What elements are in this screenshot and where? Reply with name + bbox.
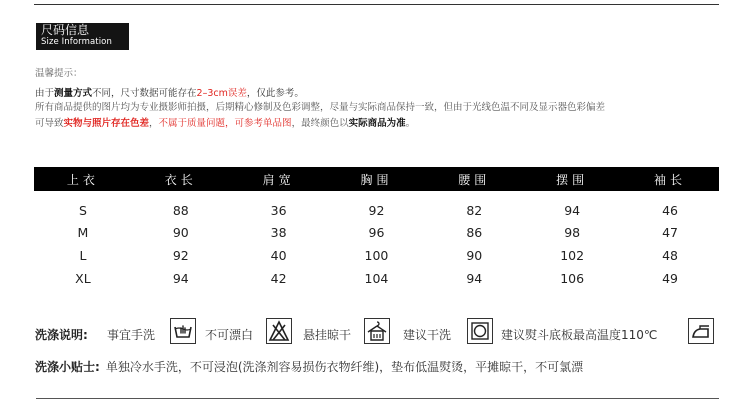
table-cell: 40 <box>270 248 287 263</box>
care-item-text: 建议干洗 <box>403 328 452 342</box>
table-cell: 36 <box>270 202 287 218</box>
care-item-text: 事宜手洗 <box>107 328 156 342</box>
notice-line-2: 所有商品提供的图片均为专业摄影师拍摄，后期精心修制及色彩调整，尽量与实际商品保持一致，但由于光线色温不同及显示器色彩偏差 <box>35 102 606 113</box>
table-cell: 92 <box>368 202 385 218</box>
care-item-text: 悬挂晾干 <box>303 328 352 342</box>
table-cell: S <box>78 202 87 218</box>
table-cell: 90 <box>172 225 189 240</box>
iron-icon <box>688 318 714 344</box>
top-divider <box>34 4 719 5</box>
tips-text: 单独冷水手洗，不可浸泡(洗涤剂容易损伤衣物纤维)，垫布低温熨烫，平摊晾干，不可氯漂 <box>105 360 584 374</box>
table-cell: 86 <box>466 225 483 240</box>
table-cell: 98 <box>564 225 581 240</box>
table-cell: 48 <box>662 248 678 263</box>
table-cell: 82 <box>466 202 483 218</box>
section-title <box>36 23 129 50</box>
table-cell: 94 <box>466 271 483 286</box>
header-cell: 衣长 <box>132 167 230 191</box>
table-row <box>34 221 719 244</box>
header-cell: 胸围 <box>328 167 426 191</box>
table-cell: 94 <box>564 202 581 218</box>
line-dry-icon <box>364 318 390 344</box>
hand-wash-icon <box>170 318 196 344</box>
care-item-text: 不可漂白 <box>205 328 254 342</box>
table-cell: 38 <box>270 225 287 240</box>
table-cell: 96 <box>368 225 385 240</box>
table-cell: 42 <box>270 271 287 286</box>
table-cell: 106 <box>560 271 585 286</box>
table-cell: 88 <box>172 202 189 218</box>
table-cell: M <box>77 225 89 240</box>
section-title-cn: 尺码信息 <box>41 23 90 37</box>
table-cell: 47 <box>662 225 678 240</box>
tips-label: 洗涤小贴士: <box>35 360 100 374</box>
notice-label: 温馨提示： <box>35 68 83 79</box>
care-instructions <box>35 316 725 346</box>
header-cell: 袖长 <box>621 167 719 191</box>
header-cell: 肩宽 <box>230 167 328 191</box>
size-table <box>34 167 719 290</box>
size-table-header <box>34 167 719 191</box>
header-cell: 腰围 <box>425 167 523 191</box>
notice-line-3: 可导致实物与照片存在色差，不属于质量问题，可参考单品图，最终颜色以实际商品为准。 <box>35 118 416 129</box>
table-row <box>34 244 719 267</box>
table-row <box>34 191 719 221</box>
table-cell: XL <box>75 271 91 286</box>
section-title-en: Size Information <box>41 37 112 47</box>
care-item-text: 建议熨斗底板最高温度110℃ <box>501 328 658 342</box>
table-cell: L <box>79 248 87 263</box>
table-row <box>34 267 719 290</box>
table-cell: 92 <box>172 248 189 263</box>
header-cell: 摆围 <box>523 167 621 191</box>
table-cell: 102 <box>560 248 585 263</box>
table-cell: 46 <box>662 202 678 218</box>
care-label: 洗涤说明: <box>35 328 88 342</box>
dry-clean-icon <box>467 318 493 344</box>
table-cell: 49 <box>662 271 678 286</box>
no-bleach-icon <box>266 318 292 344</box>
washing-tips <box>35 358 583 375</box>
notice-line-1: 由于测量方式不同，尺寸数据可能存在2–3cm误差，仅此参考。 <box>35 88 304 99</box>
bottom-divider <box>36 398 719 399</box>
table-cell: 104 <box>364 271 389 286</box>
table-cell: 90 <box>466 248 483 263</box>
table-cell: 94 <box>172 271 189 286</box>
table-cell: 100 <box>364 248 389 263</box>
header-cell: 上衣 <box>34 167 132 191</box>
